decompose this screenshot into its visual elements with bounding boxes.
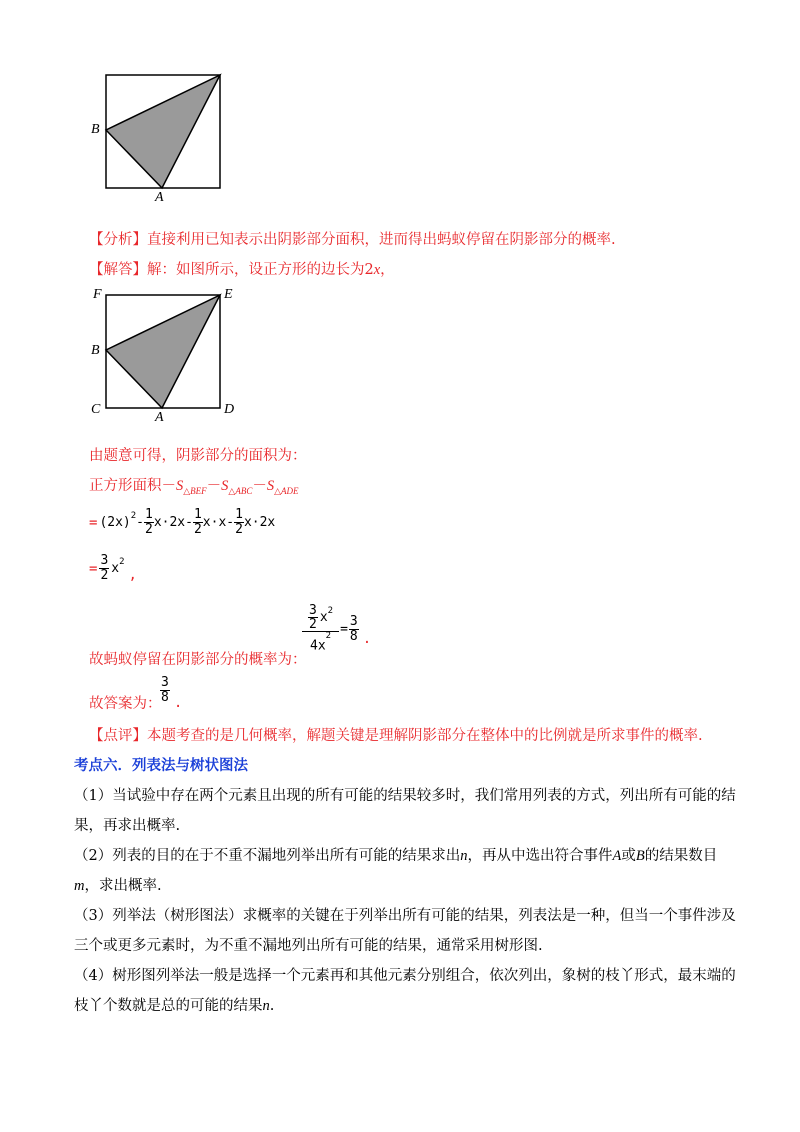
label-d: D bbox=[224, 402, 235, 417]
step-line-1: 由题意可得，阴影部分的面积为： bbox=[89, 448, 307, 464]
probability-fraction: $\frac{3}{2}$ x $^2$ $4x^2$ = $\frac{3}{8}$ . bbox=[302, 604, 371, 654]
solution-text: 解：如图所示，设正方形的边长为2 bbox=[147, 262, 374, 278]
label-b: B bbox=[91, 122, 100, 137]
sub-bef: BEF bbox=[190, 485, 207, 496]
step-line-2: 正方形面积$-S_{\triangle BEF}-S_{\triangle ABC}-S_{\triangle ADE}$ bbox=[89, 478, 299, 497]
paragraph-3a: （3）列举法（树形图法）求概率的关键在于列举出所有可能的结果，列表法是一种，但当一个事件涉及 bbox=[74, 908, 736, 924]
expression-1: = (2x) $^2$ - $\frac{1}{2}$ x·2x - $\frac{1}{2}$ x·x - $\frac{1}{2}$ x·2x bbox=[89, 507, 276, 537]
solution-suffix: ， bbox=[380, 262, 395, 278]
sub-ade: ADE bbox=[281, 485, 299, 496]
expression-2: = $\frac{3}{2}$ x $^2$ , bbox=[89, 553, 137, 583]
solution-tag: 【解答】 bbox=[89, 262, 147, 278]
label-e: E bbox=[224, 287, 233, 302]
comment-text: 本题考查的是几何概率，解题关键是理解阴影部分在整体中的比例就是所求事件的概率. bbox=[147, 728, 703, 744]
paragraph-3b: 三个或更多元素时，为不重不漏地列出所有可能的结果，通常采用树形图. bbox=[74, 938, 543, 954]
paragraph-1a: （1）当试验中存在两个元素且出现的所有可能的结果较多时，我们常用列表的方式，列出所有可能的结 bbox=[74, 788, 736, 804]
label-b: B bbox=[91, 343, 100, 358]
analysis-text: 直接利用已知表示出阴影部分面积，进而得出蚂蚁停留在阴影部分的概率. bbox=[147, 232, 616, 248]
sub-abc: ABC bbox=[235, 485, 253, 496]
answer-fraction: $\frac{3}{8}$ . bbox=[161, 675, 183, 711]
solution-var: x bbox=[373, 262, 381, 278]
label-c: C bbox=[91, 402, 101, 417]
paragraph-1b: 果，再求出概率. bbox=[74, 818, 181, 834]
label-f: F bbox=[93, 287, 102, 302]
section-title: 考点六．列表法与树状图法 bbox=[74, 757, 248, 774]
square-diagram-2 bbox=[0, 0, 800, 440]
probability-text: 故蚂蚁停留在阴影部分的概率为： bbox=[89, 652, 307, 668]
paragraph-4b: 枝丫个数就是总的可能的结果n. bbox=[74, 998, 275, 1014]
paragraph-4a: （4）树形图列举法一般是选择一个元素再和其他元素分别组合，依次列出，象树的枝丫形式，最末端的 bbox=[74, 968, 736, 984]
answer-text: 故答案为： bbox=[89, 696, 162, 712]
comment-line bbox=[89, 726, 703, 746]
paragraph-2b: m，求出概率. bbox=[74, 878, 162, 894]
step-area-text: 正方形面积－ bbox=[89, 478, 176, 494]
label-a: A bbox=[155, 410, 164, 425]
analysis-tag: 【分析】 bbox=[89, 232, 147, 248]
label-a: A bbox=[155, 190, 164, 205]
comment-tag: 【点评】 bbox=[89, 728, 147, 744]
paragraph-2a: （2）列表的目的在于不重不漏地列举出所有可能的结果求出n，再从中选出符合事件A或B的结果数目 bbox=[74, 848, 718, 864]
